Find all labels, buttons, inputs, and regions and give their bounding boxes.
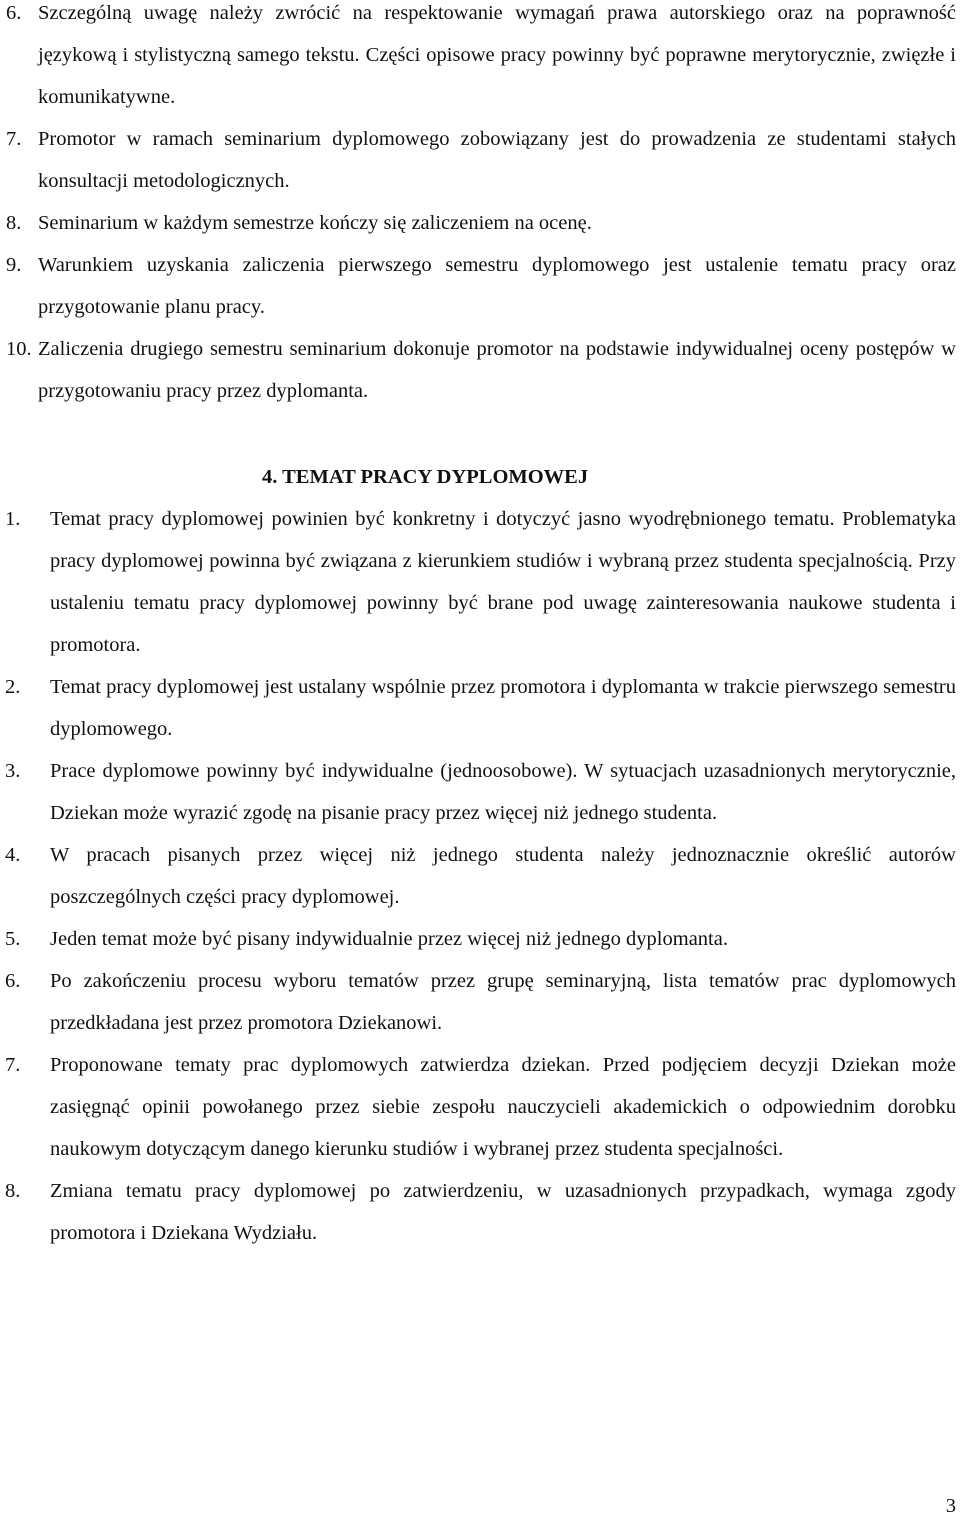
list-item <box>0 202 956 244</box>
item-text: Warunkiem uzyskania zaliczenia pierwszego semestru dyplomowego jest ustalenie tematu pracy oraz przygotowanie planu pracy. <box>38 254 956 318</box>
list-item <box>0 244 956 328</box>
list-item <box>0 118 956 202</box>
item-number: 8. <box>5 1180 21 1202</box>
item-number: 6. <box>6 2 22 24</box>
item-text: Szczególną uwagę należy zwrócić na respektowanie wymagań prawa autorskiego oraz na poprawność językową i stylistyczną samego tekstu. Części opisowe pracy powinny być poprawne merytorycznie, zwięzłe i komunikatywne. <box>38 2 956 108</box>
list-item <box>0 1044 956 1170</box>
item-number: 2. <box>5 676 21 698</box>
item-number: 7. <box>6 128 22 150</box>
item-text: Zmiana tematu pracy dyplomowej po zatwierdzeniu, w uzasadnionych przypadkach, wymaga zgody promotora i Dziekana Wydziału. <box>50 1180 956 1244</box>
list-item <box>0 918 956 960</box>
item-text: Proponowane tematy prac dyplomowych zatwierdza dziekan. Przed podjęciem decyzji Dziekan może zasięgnąć opinii powołanego przez siebie zespołu nauczycieli akademickich o odpowiednim dorobku naukowym dotyczącym danego kierunku studiów i wybranej przez studenta specjalności. <box>50 1054 956 1160</box>
list-item <box>0 666 956 750</box>
item-text: Prace dyplomowe powinny być indywidualne (jednoosobowe). W sytuacjach uzasadnionych merytorycznie, Dziekan może wyrazić zgodę na pisanie pracy przez więcej niż jednego studenta. <box>50 760 956 824</box>
list-item <box>0 834 956 918</box>
item-number: 8. <box>6 212 22 234</box>
page-number: 3 <box>945 1495 956 1517</box>
item-number: 4. <box>5 844 21 866</box>
regulations-list-continued <box>0 0 958 412</box>
item-text: Promotor w ramach seminarium dyplomowego zobowiązany jest do prowadzenia ze studentami stałych konsultacji metodologicznych. <box>38 128 956 192</box>
item-text: Jeden temat może być pisany indywidualnie przez więcej niż jednego dyplomanta. <box>50 928 728 950</box>
list-item <box>0 0 956 118</box>
item-text: Temat pracy dyplomowej jest ustalany wspólnie przez promotora i dyplomanta w trakcie pierwszego semestru dyplomowego. <box>50 676 956 740</box>
list-item <box>0 498 956 666</box>
item-number: 9. <box>6 254 22 276</box>
section-heading: 4. TEMAT PRACY DYPLOMOWEJ <box>262 466 589 488</box>
item-text: Seminarium w każdym semestrze kończy się zaliczeniem na ocenę. <box>38 212 592 234</box>
list-item <box>0 1170 956 1254</box>
item-number: 10. <box>6 338 32 360</box>
list-item <box>0 960 956 1044</box>
list-item <box>0 328 956 412</box>
list-item <box>0 750 956 834</box>
item-number: 6. <box>5 970 21 992</box>
item-number: 3. <box>5 760 21 782</box>
thesis-topic-list <box>0 498 958 1254</box>
item-text: W pracach pisanych przez więcej niż jednego studenta należy jednoznacznie określić autorów poszczególnych części pracy dyplomowej. <box>50 844 956 908</box>
item-text: Zaliczenia drugiego semestru seminarium dokonuje promotor na podstawie indywidualnej oceny postępów w przygotowaniu pracy przez dyplomanta. <box>38 338 956 402</box>
item-number: 5. <box>5 928 21 950</box>
item-number: 1. <box>5 508 21 530</box>
item-text: Temat pracy dyplomowej powinien być konkretny i dotyczyć jasno wyodrębnionego tematu. Problematyka pracy dyplomowej powinna być związana z kierunkiem studiów i wybraną przez studenta specjalnością. Przy ustaleniu tematu pracy dyplomowej powinny być brane pod uwagę zainteresowania naukowe studenta i promotora. <box>50 508 956 656</box>
item-text: Po zakończeniu procesu wyboru tematów przez grupę seminaryjną, lista tematów prac dyplomowych przedkładana jest przez promotora Dziekanowi. <box>50 970 956 1034</box>
item-number: 7. <box>5 1054 21 1076</box>
